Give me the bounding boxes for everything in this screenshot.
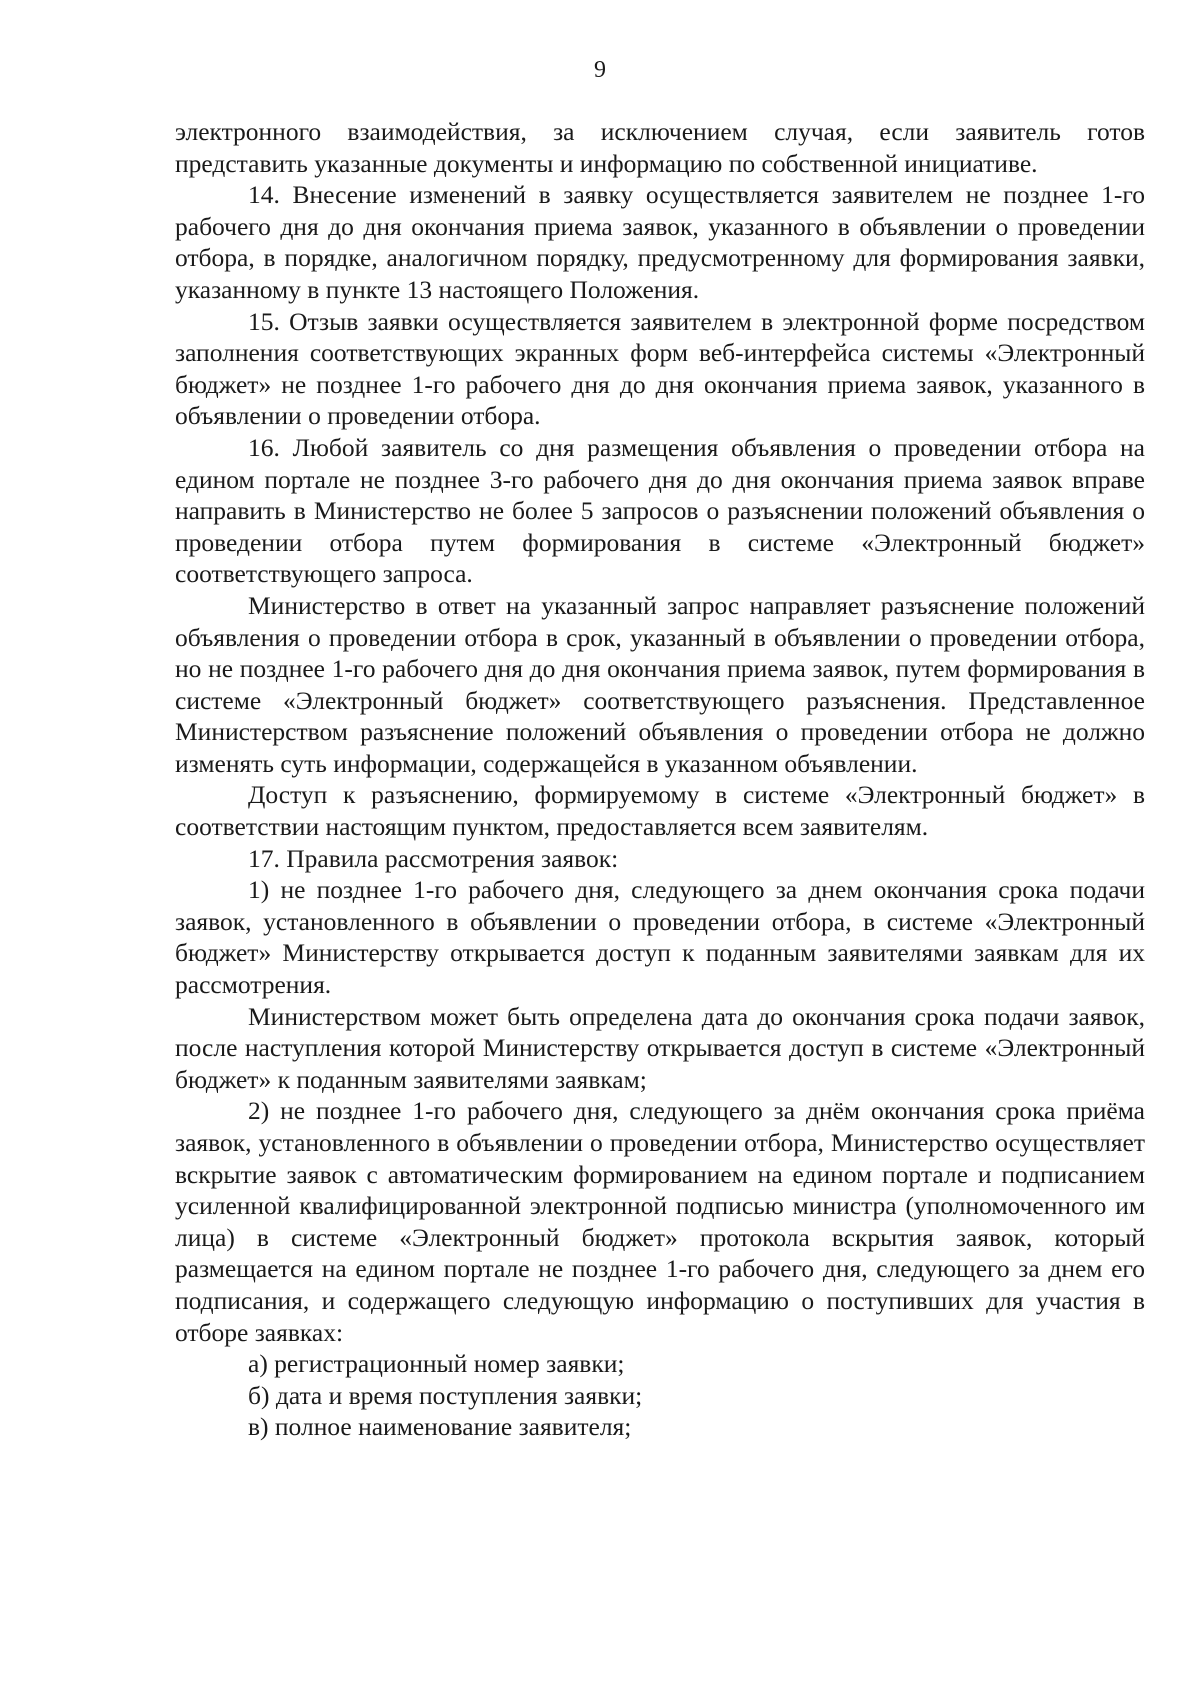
paragraph-subitem-1: 1) не позднее 1-го рабочего дня, следующего за днем окончания срока подачи заявок, установленного в объявлении о проведении отбора, в системе «Электронный бюджет» Министерству открывается доступ к поданным заявителями заявкам для их рассмотрения.: [175, 875, 1145, 1000]
paragraph-item-15: 15. Отзыв заявки осуществляется заявителем в электронной форме посредством заполнения соответствующих экранных форм веб-интерфейса системы «Электронный бюджет» не позднее 1-го рабочего дня до дня окончания приема заявок, указанного в объявлении о проведении отбора.: [175, 306, 1145, 431]
paragraph-continuation: электронного взаимодействия, за исключением случая, если заявитель готов представить указанные документы и информацию по собственной инициативе.: [175, 117, 1145, 178]
paragraph-ministry-response: Министерство в ответ на указанный запрос направляет разъяснение положений объявления о проведении отбора в срок, указанный в объявлении о проведении отбора, но не позднее 1-го рабочего дня до дня окончания приема заявок, путем формирования в системе «Электронный бюджет» соответствующего разъяснения. Представленное Министерством разъяснение положений объявления о проведении отбора не должно изменять суть информации, содержащейся в указанном объявлении.: [175, 590, 1145, 778]
list-item-a: а) регистрационный номер заявки;: [248, 1349, 625, 1379]
paragraph-subitem-2: 2) не позднее 1-го рабочего дня, следующего за днём окончания срока приёма заявок, установленного в объявлении о проведении отбора, Министерство осуществляет вскрытие заявок с автоматическим формированием на едином портале и подписанием усиленной квалифицированной электронной подписью министра (уполномоченного им лица) в системе «Электронный бюджет» протокола вскрытия заявок, который размещается на едином портале не позднее 1-го рабочего дня, следующего за днем его подписания, и содержащего следующую информацию о поступивших для участия в отборе заявках:: [175, 1096, 1145, 1347]
paragraph-item-16: 16. Любой заявитель со дня размещения объявления о проведении отбора на едином портале не позднее 3-го рабочего дня до дня окончания приема заявок вправе направить в Министерство не более 5 запросов о разъяснении положений объявления о проведении отбора путем формирования в системе «Электронный бюджет» соответствующего запроса.: [175, 432, 1145, 589]
paragraph-access-clarification: Доступ к разъяснению, формируемому в системе «Электронный бюджет» в соответствии настоящим пунктом, предоставляется всем заявителям.: [175, 780, 1145, 842]
list-item-b: б) дата и время поступления заявки;: [248, 1380, 643, 1410]
page-number: 9: [594, 57, 606, 83]
paragraph-ministry-date: Министерством может быть определена дата до окончания срока подачи заявок, после наступления которой Министерству открывается доступ в системе «Электронный бюджет» к поданным заявителями заявкам;: [175, 1001, 1145, 1094]
paragraph-item-14: 14. Внесение изменений в заявку осуществляется заявителем не позднее 1-го рабочего дня до дня окончания приема заявок, указанного в объявлении о проведении отбора, в порядке, аналогичном порядку, предусмотренному для формирования заявки, указанному в пункте 13 настоящего Положения.: [175, 180, 1145, 304]
paragraph-item-17-heading: 17. Правила рассмотрения заявок:: [248, 843, 619, 873]
list-item-c: в) полное наименование заявителя;: [248, 1412, 632, 1442]
document-body: [175, 116, 1145, 1443]
